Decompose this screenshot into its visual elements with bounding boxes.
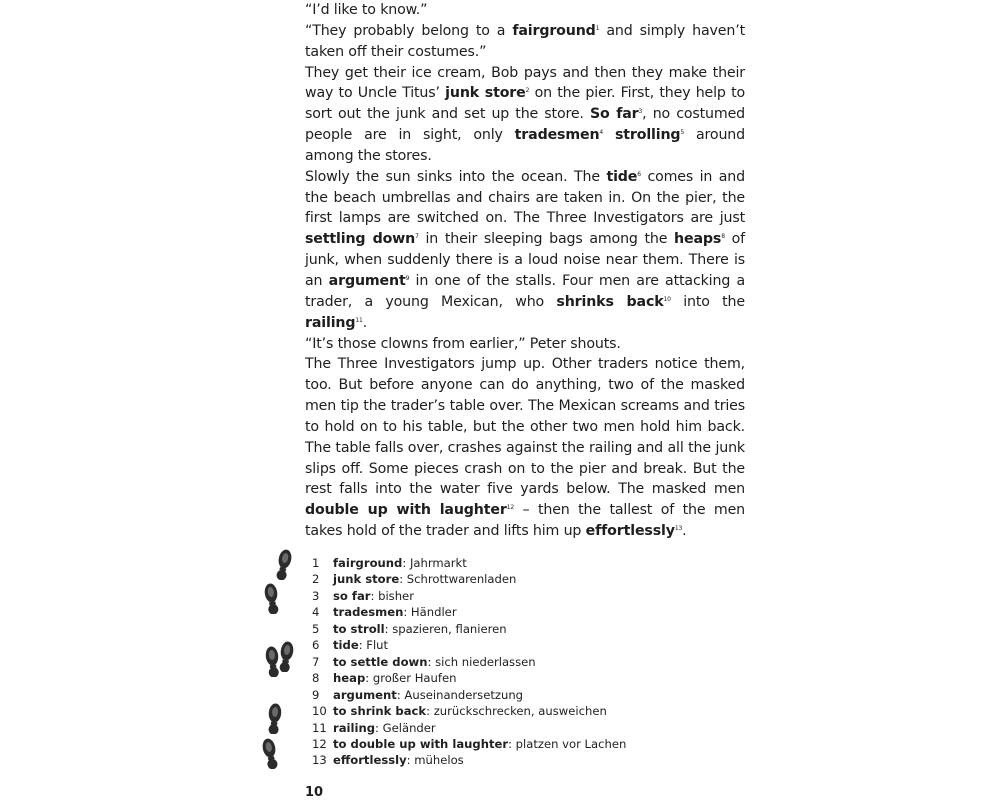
footnote-ref: 2 xyxy=(525,87,530,95)
glossary-entry: 4 tradesmen: Händler xyxy=(312,605,457,620)
footprint-icon xyxy=(266,702,284,734)
glossary-entry: 1 fairground: Jahrmarkt xyxy=(312,556,467,570)
footnote-ref: 5 xyxy=(680,129,685,137)
vocab-word: double up with laughter xyxy=(305,502,507,519)
glossary-entry: 2 junk store: Schrottwarenladen xyxy=(312,572,517,587)
footnote-ref: 10 xyxy=(663,295,671,303)
page-number: 10 xyxy=(305,785,324,800)
glossary-entry: 5 to stroll: spazieren, flanieren xyxy=(312,621,507,636)
footnote-ref: 8 xyxy=(721,233,725,241)
paragraph: “They probably belong to a fairground$^1$ and simply haven’t taken off their costumes.” xyxy=(305,22,745,60)
vocab-word: argument xyxy=(328,272,406,289)
glossary-entry: 9 argument: Auseinandersetzung xyxy=(312,687,524,702)
footnote-ref: 9 xyxy=(405,274,410,282)
vocab-word: fairground xyxy=(512,22,596,39)
footnote-ref: 11 xyxy=(355,316,363,324)
footnote-ref: 12 xyxy=(506,504,515,512)
vocab-word: junk store xyxy=(445,85,526,102)
footprint-icon xyxy=(260,737,278,769)
footprint-icon xyxy=(262,582,280,614)
footnote-ref: 1 xyxy=(595,24,600,32)
paragraph: “I’d like to know.” xyxy=(305,2,428,18)
glossary-entry: 10 to shrink back: zurückschrecken, ausweichen xyxy=(312,704,607,719)
footprint-icon xyxy=(276,548,294,580)
vocab-word: heaps xyxy=(674,231,722,248)
footnote-ref: 13 xyxy=(674,525,683,533)
vocab-word: strolling xyxy=(614,127,681,144)
glossary-entry: 13 effortlessly: mühelos xyxy=(312,753,464,768)
footnote-ref: 7 xyxy=(415,233,419,241)
vocab-word: settling down xyxy=(305,231,416,248)
glossary-entry: 11 railing: Geländer xyxy=(312,720,436,735)
paragraph: Slowly the sun sinks into the ocean. The tide$^6$ comes in and the beach umbrellas and chairs are taken in. On the pier, the first lamps are switched on. The Three Investigators are just settling down$^7$ in their sleeping bags among the heaps$^8$ of junk, when suddenly there is a loud noise near them. There is an argument$^9$ in one of the stalls. Four men are attacking a trader, a young Mexican, who shrinks back$^{10}$ into the railing$^{11}$. xyxy=(305,168,745,331)
footnote-ref: 3 xyxy=(638,108,643,116)
paragraph: They get their ice cream, Bob pays and then they make their way to Uncle Titus’ junk store$^2$ on the pier. First, they help to sort out the junk and set up the store. So far$^3$, no costumed people are in sight, only tradesmen$^4$ strolling$^5$ around among the stores. xyxy=(305,64,746,164)
vocab-word: shrinks back xyxy=(556,293,664,310)
glossary-entry: 12 to double up with laughter: platzen vor Lachen xyxy=(312,736,627,751)
footnote-ref: 6 xyxy=(637,170,641,178)
glossary-entry: 6 tide: Flut xyxy=(312,638,389,653)
vocab-word: railing xyxy=(305,314,356,331)
vocab-word: tide xyxy=(606,168,638,185)
glossary-entry: 8 heap: großer Haufen xyxy=(312,671,457,686)
glossary-entry: 7 to settle down: sich niederlassen xyxy=(312,654,536,669)
paragraph: “It’s those clowns from earlier,” Peter shouts. xyxy=(305,335,621,352)
vocab-word: tradesmen xyxy=(514,127,600,144)
vocab-word: So far xyxy=(589,106,639,123)
paragraph: The Three Investigators jump up. Other traders notice them, too. But before anyone can do anything, two of the masked men tip the trader’s table over. The Mexican screams and tries to hold on to his table, but the other two men hold him back. The table falls over, crashes against the railing and all the junk slips off. Some pieces crash on to the pier and break. But the rest falls into the water five yards below. The masked men double up with laughter$^{12}$ – then the tallest of the men takes hold of the trader and lifts him up effortlessly$^{13}$. xyxy=(305,356,745,540)
glossary-entry: 3 so far: bisher xyxy=(312,588,414,603)
vocab-word: effortlessly xyxy=(585,523,675,540)
glossary xyxy=(312,555,626,769)
footprint-icon xyxy=(263,645,281,677)
story-text xyxy=(305,0,745,542)
footnote-ref: 4 xyxy=(599,129,604,137)
